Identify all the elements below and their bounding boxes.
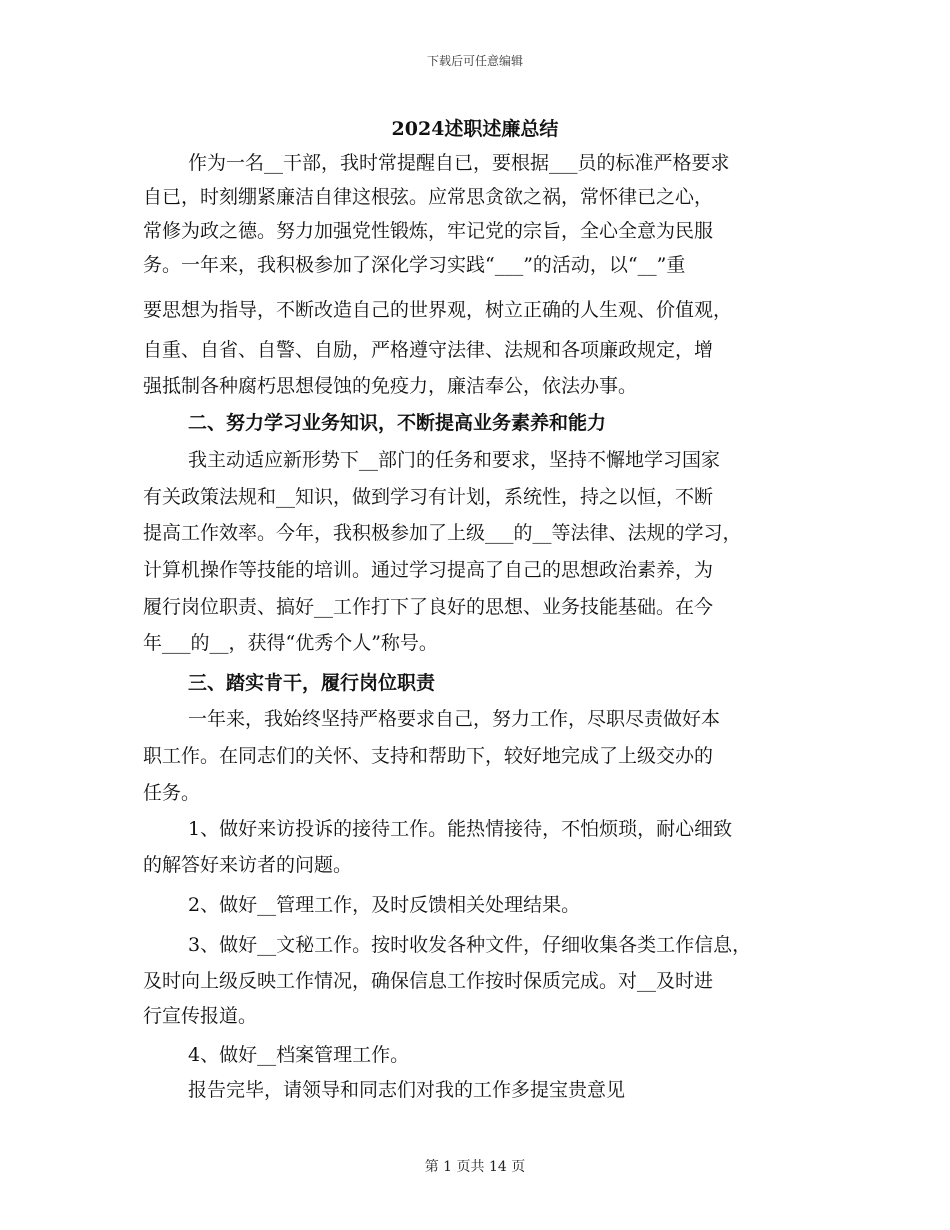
paragraph-line: 的解答好来访者的问题。 [143,854,353,876]
paragraph-line: 及时向上级反映工作情况，确保信息工作按时保质完成。对__及时进 [143,970,714,992]
closing-line: 报告完毕，请领导和同志们对我的工作多提宝贵意见 [188,1079,626,1101]
paragraph-line: 职工作。在同志们的关怀、支持和帮助下，较好地完成了上级交办的 [143,745,714,767]
list-item: 1、做好来访投诉的接待工作。能热情接待，不怕烦琐，耐心细致 [188,818,733,840]
paragraph-line: 强抵制各种腐朽思想侵蚀的免疫力，廉洁奉公，依法办事。 [143,375,638,397]
paragraph-line: 作为一名__干部，我时常提醒自已，要根据___员的标准严格要求 [188,152,730,174]
page-header: 下载后可任意编辑 [426,54,523,68]
paragraph-line: 我主动适应新形势下__部门的任务和要求，坚持不懈地学习国家 [188,449,721,471]
paragraph-line: 常修为政之德。努力加强党性锻炼，牢记党的宗旨，全心全意为民服 [143,220,714,242]
paragraph-line: 提高工作效率。今年，我积极参加了上级___的__等法律、法规的学习， [143,522,742,544]
paragraph-line: 一年来，我始终坚持严格要求自己，努力工作，尽职尽责做好本 [188,708,721,730]
paragraph-line: 务。一年来，我积极参加了深化学习实践“___”的活动，以“__”重 [143,254,686,276]
section-heading: 二、努力学习业务知识，不断提高业务素养和能力 [188,412,607,434]
paragraph-line: 行宣传报道。 [143,1005,258,1027]
paragraph-line: 要思想为指导，不断改造自己的世界观，树立正确的人生观、价值观， [143,299,733,321]
paragraph-line: 自已，时刻绷紧廉洁自律这根弦。应常思贪欲之祸，常怀律已之心， [143,186,714,208]
paragraph-line: 履行岗位职责、搞好__工作打下了良好的思想、业务技能基础。在今 [143,596,714,618]
document-title: 2024述职述廉总结 [391,118,559,140]
paragraph-line: 有关政策法规和__知识，做到学习有计划，系统性，持之以恒，不断 [143,486,714,508]
section-heading: 三、踏实肯干，履行岗位职责 [188,672,436,694]
paragraph-line: 任务。 [143,782,201,804]
paragraph-line: 年___的__，获得“优秀个人”称号。 [143,632,438,654]
list-item: 2、做好__管理工作，及时反馈相关处理结果。 [188,894,581,916]
paragraph-line: 计算机操作等技能的培训。通过学习提高了自己的思想政治素养，为 [143,559,714,581]
list-item: 4、做好__档案管理工作。 [188,1044,410,1066]
list-item: 3、做好__文秘工作。按时收发各种文件，仔细收集各类工作信息， [188,934,752,956]
page-footer: 第 1 页共 14 页 [424,1159,526,1175]
paragraph-line: 自重、自省、自警、自励，严格遵守法律、法规和各项廉政规定，增 [143,339,714,361]
